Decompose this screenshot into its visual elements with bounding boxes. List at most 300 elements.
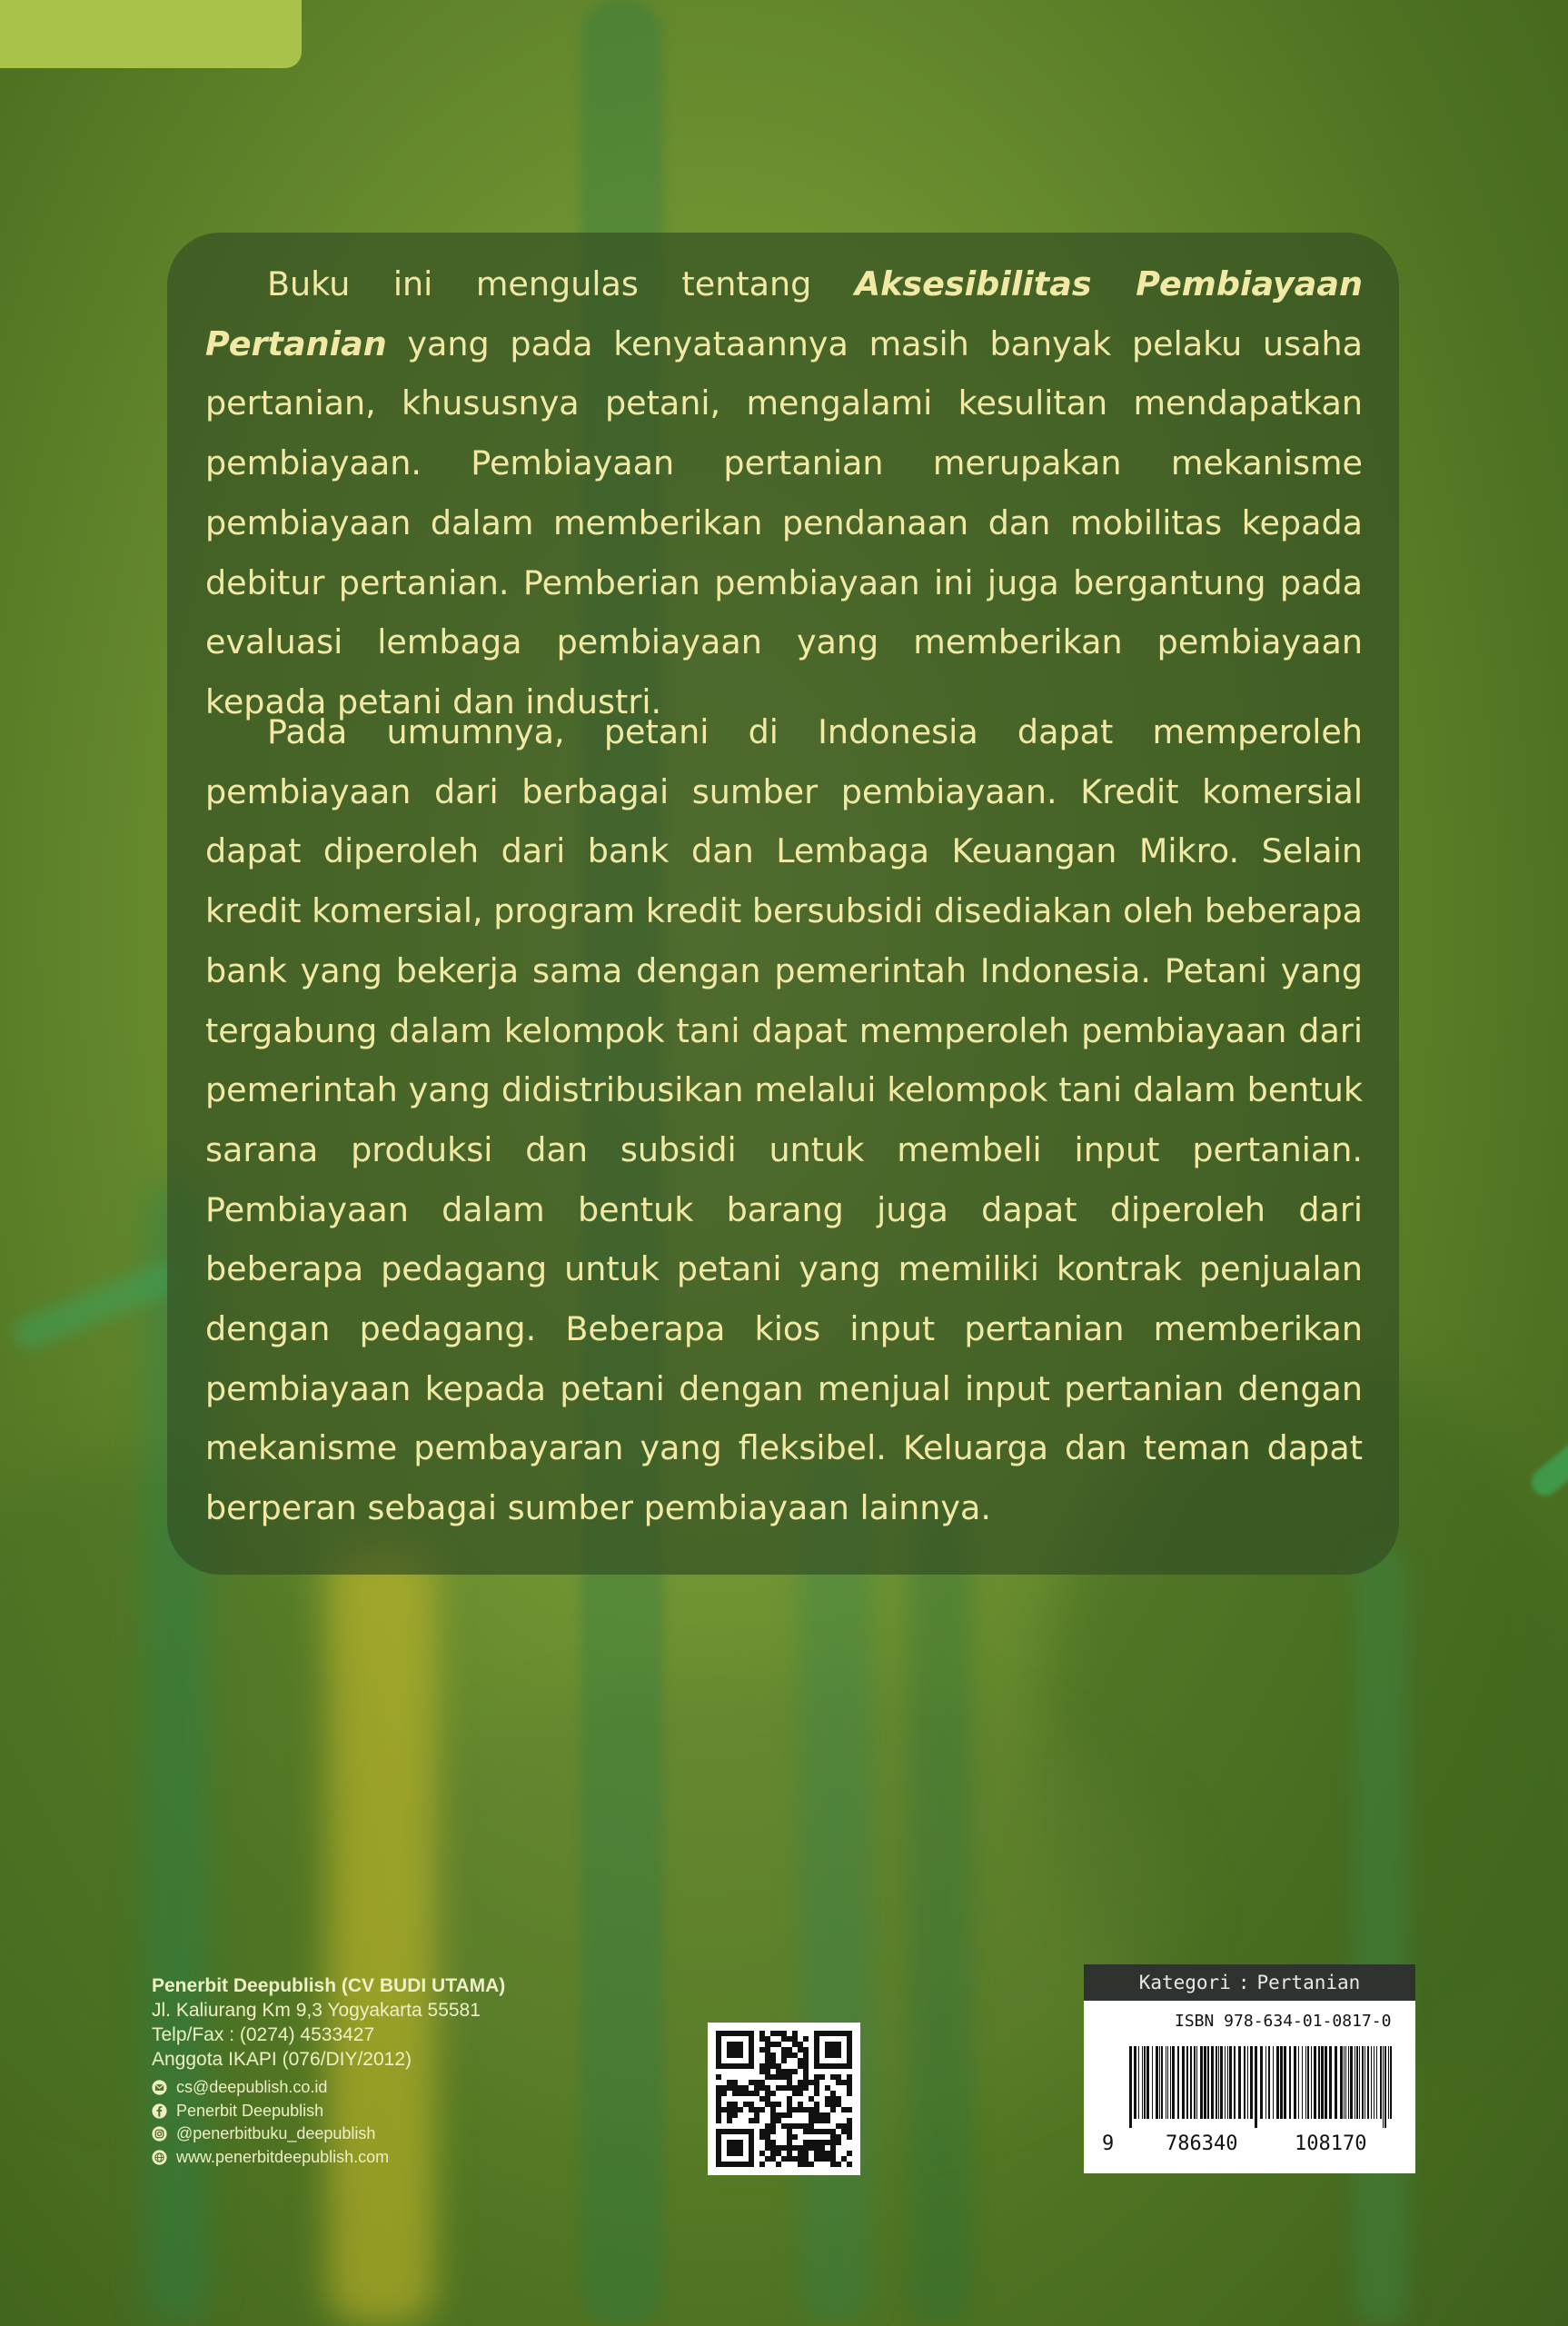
qr-module [814,2102,819,2107]
qr-module [814,2156,819,2162]
qr-module [830,2091,836,2096]
qr-module [825,2156,830,2162]
qr-module [776,2145,781,2151]
qr-module [809,2162,814,2167]
qr-module [814,2074,819,2080]
qr-module [738,2107,743,2112]
barcode-bar [1344,2046,1345,2119]
qr-module [847,2162,852,2167]
qr-module [738,2085,743,2091]
qr-module [830,2129,836,2134]
qr-module [776,2031,781,2036]
qr-module [765,2042,770,2047]
qr-module [749,2080,754,2085]
qr-module [809,2129,814,2134]
qr-module [830,2074,836,2080]
facebook-icon [152,2103,167,2119]
barcode-bar [1350,2046,1353,2119]
qr-module [765,2063,770,2069]
barcode-bar [1273,2046,1274,2119]
qr-module [770,2112,776,2118]
qr-module [727,2107,732,2112]
qr-module [792,2123,798,2129]
barcode-bar [1144,2046,1146,2119]
barcode-bar [1129,2046,1132,2128]
qr-module [809,2096,814,2102]
qr-module [765,2102,770,2107]
qr-module [825,2140,830,2145]
qr-module [727,2112,732,2118]
qr-module [798,2047,803,2053]
background-stalk [799,1454,872,2326]
qr-module [787,2053,792,2058]
qr-module [732,2107,738,2112]
barcode-bar [1289,2046,1291,2119]
qr-module [721,2091,727,2096]
qr-module [841,2107,847,2112]
qr-module [754,2118,759,2123]
qr-module [743,2091,749,2096]
barcode-graphic [1129,2046,1393,2128]
isbn-number: ISBN 978-634-01-0817-0 [1175,2012,1392,2031]
qr-module [809,2112,814,2118]
qr-module [847,2118,852,2123]
qr-module [803,2047,809,2053]
contact-facebook [152,2100,505,2123]
qr-module [809,2118,814,2123]
barcode-bar [1225,2046,1226,2119]
qr-module [803,2058,809,2063]
qr-module [803,2151,809,2156]
qr-module [803,2074,809,2080]
qr-module [787,2074,792,2080]
qr-module [792,2036,798,2042]
qr-module [792,2053,798,2058]
qr-module [770,2102,776,2107]
qr-code [708,2023,860,2175]
barcode-bar [1298,2046,1299,2119]
email-icon [152,2080,167,2095]
qr-module [787,2140,792,2145]
barcode-bar [1170,2046,1171,2119]
qr-module [787,2145,792,2151]
qr-module [787,2123,792,2129]
qr-module [770,2053,776,2058]
qr-module [765,2058,770,2063]
barcode-bar [1367,2046,1369,2119]
qr-module [836,2102,841,2107]
qr-module [792,2042,798,2047]
qr-module [727,2085,732,2091]
qr-module [765,2074,770,2080]
qr-module [847,2074,852,2080]
barcode-bar [1196,2046,1197,2119]
qr-module [825,2096,830,2102]
qr-module [819,2118,825,2123]
qr-module [830,2162,836,2167]
barcode-digits-left: 786340 [1166,2132,1238,2155]
qr-module [770,2091,776,2096]
qr-module [814,2107,819,2112]
qr-module [814,2129,819,2134]
qr-module [792,2134,798,2140]
qr-module [759,2080,765,2085]
qr-module [765,2091,770,2096]
barcode-lead-digit: 9 [1102,2132,1115,2155]
barcode-bar [1265,2046,1266,2119]
background-leaf [1526,1434,1568,1501]
barcode-bar [1172,2046,1175,2119]
barcode-bar [1247,2046,1248,2119]
barcode-bar [1318,2046,1320,2119]
qr-module [770,2118,776,2123]
qr-module [716,2118,721,2123]
qr-module [798,2162,803,2167]
barcode-bar [1380,2046,1382,2119]
qr-module [819,2129,825,2134]
barcode-bar [1305,2046,1306,2119]
qr-module [825,2085,830,2091]
contact-instagram-text: @penerbitbuku_deepublish [176,2124,376,2142]
qr-module [798,2156,803,2162]
qr-finder [727,2042,743,2058]
qr-module [803,2129,809,2134]
qr-module [836,2123,841,2129]
qr-module [830,2151,836,2156]
qr-module [830,2145,836,2151]
qr-module [825,2129,830,2134]
qr-module [814,2085,819,2091]
qr-module [841,2080,847,2085]
barcode-bar [1314,2046,1316,2119]
barcode-bar [1142,2046,1143,2119]
qr-module [770,2063,776,2069]
qr-module [781,2123,787,2129]
qr-module [770,2151,776,2156]
qr-module [847,2151,852,2156]
qr-module [798,2042,803,2047]
qr-module [765,2140,770,2145]
qr-module [847,2134,852,2140]
barcode-bar [1146,2046,1149,2119]
isbn-barcode-block [1084,1964,1415,2173]
barcode-bar [1200,2046,1203,2119]
qr-module [787,2096,792,2102]
qr-module [770,2031,776,2036]
qr-module [765,2145,770,2151]
qr-module [830,2140,836,2145]
qr-finder [825,2042,841,2058]
qr-module [781,2053,787,2058]
qr-code-graphic [708,2023,860,2175]
qr-module [759,2096,765,2102]
qr-module [765,2036,770,2042]
qr-module [781,2085,787,2091]
qr-module [727,2102,732,2107]
qr-module [836,2162,841,2167]
qr-module [759,2069,765,2074]
qr-module [847,2085,852,2091]
barcode-bar [1220,2046,1223,2119]
barcode-bar [1321,2046,1324,2119]
qr-module [803,2123,809,2129]
qr-module [798,2102,803,2107]
qr-module [732,2080,738,2085]
description-paragraph-2: Pada umumnya, petani di Indonesia dapat memperoleh pembiayaan dari berbagai sumber pembiayaan. Kredit komersial dapat diperoleh dari bank dan Lembaga Keuangan Mikro. Selain kredit komersial, program kredit bersubsidi disediakan oleh beberapa bank yang bekerja sama dengan pemerintah Indonesia. Petani yang tergabung dalam kelompok tani dapat memperoleh pembiayaan dari pemerintah yang didistribusikan melalui kelompok tani dalam bentuk sarana produksi dan subsidi untuk membeli input pertanian. Pembiayaan dalam bentuk barang juga dapat diperoleh dari beberapa pedagang untuk petani yang memiliki kontrak penjualan dengan pedagang. Beberapa kios input pertanian memberikan pembiayaan kepada petani dengan menjual input pertanian dengan mekanisme pembayaran yang fleksibel. Keluarga dan teman dapat berperan sebagai sumber pembiayaan lainnya. [205,712,1363,1528]
qr-module [814,2151,819,2156]
qr-module [749,2118,754,2123]
qr-module [765,2047,770,2053]
qr-module [841,2123,847,2129]
qr-module [841,2129,847,2134]
qr-module [803,2080,809,2085]
barcode-bar [1371,2046,1372,2119]
barcode-bar [1383,2046,1384,2128]
qr-module [787,2080,792,2085]
qr-module [814,2118,819,2123]
barcode-bar [1161,2046,1163,2119]
qr-module [776,2118,781,2123]
barcode-bar [1229,2046,1232,2119]
qr-module [787,2047,792,2053]
qr-module [841,2156,847,2162]
qr-module [716,2107,721,2112]
qr-module [819,2074,825,2080]
qr-module [792,2145,798,2151]
qr-module [776,2063,781,2069]
qr-module [798,2085,803,2091]
qr-module [754,2091,759,2096]
qr-module [781,2058,787,2063]
barcode-bar [1329,2046,1332,2119]
barcode-bar [1356,2046,1358,2119]
qr-module [798,2145,803,2151]
qr-module [765,2053,770,2058]
qr-module [819,2151,825,2156]
qr-module [770,2058,776,2063]
background-stalk [1354,1545,1408,2326]
qr-module [738,2091,743,2096]
barcode-bar [1302,2046,1303,2119]
qr-module [770,2156,776,2162]
qr-module [809,2080,814,2085]
contact-email-text: cs@deepublish.co.id [176,2078,328,2096]
qr-module [803,2107,809,2112]
barcode-bar [1294,2046,1296,2119]
qr-module [803,2053,809,2058]
qr-module [830,2107,836,2112]
barcode-bar [1250,2046,1253,2119]
qr-module [798,2151,803,2156]
qr-module [765,2085,770,2091]
barcode-bar [1260,2046,1263,2119]
qr-module [787,2085,792,2091]
qr-module [847,2123,852,2129]
category-separator: : [1237,1972,1250,1993]
barcode-bar [1177,2046,1179,2119]
qr-module [787,2107,792,2112]
barcode-bar [1276,2046,1279,2119]
qr-module [787,2069,792,2074]
paragraph-1-lead: Buku ini mengulas tentang [267,264,855,303]
barcode-bar [1182,2046,1185,2119]
qr-module [798,2063,803,2069]
qr-module [759,2036,765,2042]
barcode-bar [1159,2046,1160,2119]
qr-module [792,2107,798,2112]
qr-module [759,2063,765,2069]
qr-module [792,2031,798,2036]
qr-module [776,2112,781,2118]
qr-module [770,2123,776,2129]
barcode-bar [1388,2046,1389,2119]
qr-module [765,2156,770,2162]
qr-module [770,2107,776,2112]
barcode-bar [1211,2046,1214,2119]
contact-website-text: www.penerbitdeepublish.com [176,2147,390,2166]
qr-module [792,2156,798,2162]
qr-module [847,2107,852,2112]
qr-module [770,2042,776,2047]
qr-module [819,2156,825,2162]
qr-module [798,2080,803,2085]
qr-module [836,2080,841,2085]
qr-module [787,2156,792,2162]
qr-module [787,2112,792,2118]
qr-module [776,2085,781,2091]
qr-module [743,2085,749,2091]
qr-module [727,2080,732,2085]
qr-module [759,2151,765,2156]
barcode-bar [1390,2046,1392,2119]
barcode-bar [1186,2046,1188,2119]
qr-module [781,2156,787,2162]
contact-instagram [152,2122,505,2146]
background-stalk [327,1545,436,2326]
category-label: Kategori [1138,1972,1231,1993]
qr-module [754,2080,759,2085]
barcode-bar [1167,2046,1168,2119]
qr-module [819,2145,825,2151]
barcode-bar [1218,2046,1219,2119]
qr-module [803,2145,809,2151]
qr-module [770,2140,776,2145]
qr-module [809,2140,814,2145]
qr-module [830,2096,836,2102]
qr-module [819,2140,825,2145]
qr-module [759,2047,765,2053]
paragraph-1-body: yang pada kenyataannya masih banyak pelaku usaha pertanian, khususnya petani, mengalami kesulitan mendapatkan pembiayaan. Pembiayaan pertanian merupakan mekanisme pembiayaan dalam memberikan pendanaan dan mobilitas kepada debitur pertanian. Pemberian pembiayaan ini juga bergantung pada evaluasi lembaga pembiayaan yang memberikan pembiayaan kepada petani dan industri. [205,323,1363,721]
qr-module [781,2069,787,2074]
barcode-bar [1362,2046,1364,2119]
qr-module [781,2047,787,2053]
qr-module [765,2123,770,2129]
qr-module [809,2107,814,2112]
barcode-bar [1340,2046,1343,2119]
barcode-bar [1284,2046,1286,2119]
qr-module [759,2031,765,2036]
qr-module [798,2058,803,2063]
qr-module [732,2085,738,2091]
barcode-bar [1325,2046,1327,2119]
barcode-bar [1216,2046,1217,2119]
qr-module [814,2080,819,2085]
barcode-digits-right: 108170 [1295,2132,1367,2155]
barcode-bar [1134,2046,1136,2119]
qr-module [803,2036,809,2042]
qr-module [776,2074,781,2080]
qr-module [754,2112,759,2118]
publisher-phone: Telp/Fax : (0274) 4533427 [152,2024,375,2045]
qr-module [803,2156,809,2162]
barcode-bar [1311,2046,1312,2119]
qr-module [847,2080,852,2085]
qr-module [732,2102,738,2107]
qr-module [836,2140,841,2145]
qr-module [825,2112,830,2118]
qr-module [770,2074,776,2080]
qr-module [765,2134,770,2140]
qr-module [825,2118,830,2123]
barcode-bar [1268,2046,1270,2119]
qr-module [814,2112,819,2118]
qr-module [776,2102,781,2107]
qr-module [716,2091,721,2096]
qr-module [809,2145,814,2151]
qr-module [819,2112,825,2118]
qr-module [776,2162,781,2167]
category-value: Pertanian [1256,1972,1361,1993]
contact-facebook-text: Penerbit Deepublish [176,2101,324,2120]
qr-module [770,2129,776,2134]
barcode-bar [1238,2046,1241,2119]
barcode-bar [1204,2046,1206,2119]
qr-module [754,2085,759,2091]
qr-module [716,2096,721,2102]
background-stalk [908,1499,972,2326]
qr-module [825,2102,830,2107]
qr-module [721,2107,727,2112]
barcode-bar [1156,2046,1158,2119]
qr-finder [727,2140,743,2156]
qr-module [836,2074,841,2080]
qr-module [770,2145,776,2151]
qr-module [781,2074,787,2080]
barcode-bar [1335,2046,1337,2119]
contact-website [152,2146,505,2170]
qr-module [803,2085,809,2091]
qr-module [787,2129,792,2134]
qr-module [781,2036,787,2042]
qr-module [836,2134,841,2140]
barcode-bar [1152,2046,1153,2119]
qr-module [716,2074,721,2080]
publisher-address: Jl. Kaliurang Km 9,3 Yogyakarta 55581 [152,2000,481,2021]
book-topic-emphasis: Aksesibilitas Pembiayaan Pertanian [205,264,1363,363]
qr-module [787,2036,792,2042]
qr-module [830,2134,836,2140]
qr-module [776,2069,781,2074]
qr-module [749,2102,754,2107]
barcode-bar [1194,2046,1196,2119]
qr-module [787,2102,792,2107]
qr-module [759,2162,765,2167]
qr-module [803,2162,809,2167]
qr-module [781,2112,787,2118]
barcode-bar [1359,2046,1360,2119]
qr-module [759,2134,765,2140]
barcode-bar [1227,2046,1228,2119]
